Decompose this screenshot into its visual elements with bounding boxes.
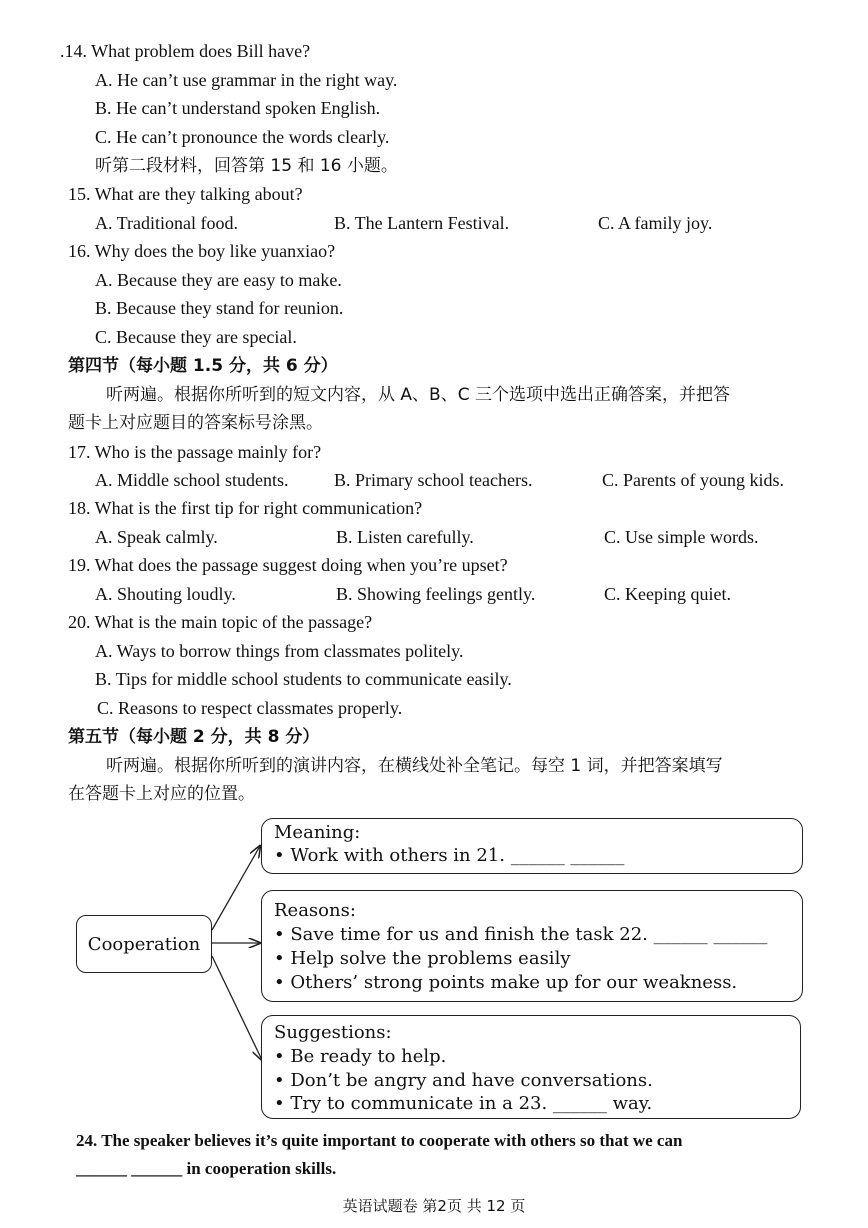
q24-line-1: 24. The speaker believes it’s quite important to cooperate with others so that we can: [76, 1131, 683, 1150]
q14-option-c: C. He can’t pronounce the words clearly.: [95, 127, 390, 147]
q15-option-b: B. The Lantern Festival.: [334, 213, 510, 233]
q17-option-b: B. Primary school teachers.: [334, 470, 533, 490]
suggestions-item-1: • Be ready to help.: [274, 1046, 447, 1067]
section4-instructions-1: 听两遍。根据你所听到的短文内容，从 A、B、C 三个选项中选出正确答案，并把答: [106, 385, 730, 405]
reasons-item-3: • Others’ strong points make up for our weakness.: [274, 972, 738, 993]
suggestions-box: [261, 1015, 801, 1119]
suggestions-item-3: • Try to communicate in a 23. ______ way.: [274, 1093, 653, 1114]
q19-option-c: C. Keeping quiet.: [604, 584, 731, 604]
q18-option-c: C. Use simple words.: [604, 527, 759, 547]
q24-line-2: ______ ______ in cooperation skills.: [76, 1159, 337, 1178]
q15-stem: 15. What are they talking about?: [68, 184, 303, 204]
q19-stem: 19. What does the passage suggest doing when you’re upset?: [68, 555, 508, 575]
mindmap-center-node: [76, 915, 212, 973]
suggestions-heading: Suggestions:: [274, 1022, 392, 1043]
meaning-heading: Meaning:: [274, 822, 361, 843]
q17-stem: 17. Who is the passage mainly for?: [68, 442, 322, 462]
q17-option-a: A. Middle school students.: [95, 470, 289, 490]
q15-option-c: C. A family joy.: [598, 213, 713, 233]
mindmap-center-label: Cooperation: [87, 933, 201, 955]
section4-title: 第四节（每小题 1.5 分，共 6 分）: [68, 356, 338, 376]
q16-option-c: C. Because they are special.: [95, 327, 297, 347]
reasons-item-1: • Save time for us and finish the task 22. ______ ______: [274, 924, 768, 945]
meaning-box: [261, 818, 803, 874]
q16-stem: 16. Why does the boy like yuanxiao?: [68, 241, 336, 261]
q14-option-a: A. He can’t use grammar in the right way.: [95, 70, 398, 90]
q14-option-b: B. He can’t understand spoken English.: [95, 98, 381, 118]
section5-title: 第五节（每小题 2 分，共 8 分）: [68, 727, 320, 747]
q20-stem: 20. What is the main topic of the passage?: [68, 612, 373, 632]
q18-option-a: A. Speak calmly.: [95, 527, 218, 547]
q19-option-b: B. Showing feelings gently.: [336, 584, 536, 604]
q18-stem: 18. What is the first tip for right communication?: [68, 498, 423, 518]
material2-note: 听第二段材料，回答第 15 和 16 小题。: [95, 156, 398, 176]
page-footer: 英语试题卷 第2页 共 12 页: [342, 1197, 526, 1215]
meaning-item-1: • Work with others in 21. ______ ______: [274, 845, 625, 866]
q16-option-b: B. Because they stand for reunion.: [95, 298, 344, 318]
reasons-box: [261, 890, 803, 1002]
q19-option-a: A. Shouting loudly.: [95, 584, 236, 604]
reasons-item-2: • Help solve the problems easily: [274, 948, 571, 969]
q20-option-b: B. Tips for middle school students to communicate easily.: [95, 669, 512, 689]
suggestions-item-2: • Don’t be angry and have conversations.: [274, 1070, 653, 1091]
q20-option-a: A. Ways to borrow things from classmates politely.: [95, 641, 464, 661]
q15-option-a: A. Traditional food.: [95, 213, 239, 233]
q14-stem: .14. What problem does Bill have?: [60, 41, 311, 61]
section5-instructions-1: 听两遍。根据你所听到的演讲内容，在横线处补全笔记。每空 1 词，并把答案填写: [106, 756, 723, 776]
q17-option-c: C. Parents of young kids.: [602, 470, 784, 490]
section5-instructions-2: 在答题卡上对应的位置。: [68, 784, 255, 804]
reasons-heading: Reasons:: [274, 900, 356, 921]
q20-option-c: C. Reasons to respect classmates properly.: [97, 698, 403, 718]
q16-option-a: A. Because they are easy to make.: [95, 270, 342, 290]
q18-option-b: B. Listen carefully.: [336, 527, 474, 547]
section4-instructions-2: 题卡上对应题目的答案标号涂黑。: [68, 413, 323, 433]
